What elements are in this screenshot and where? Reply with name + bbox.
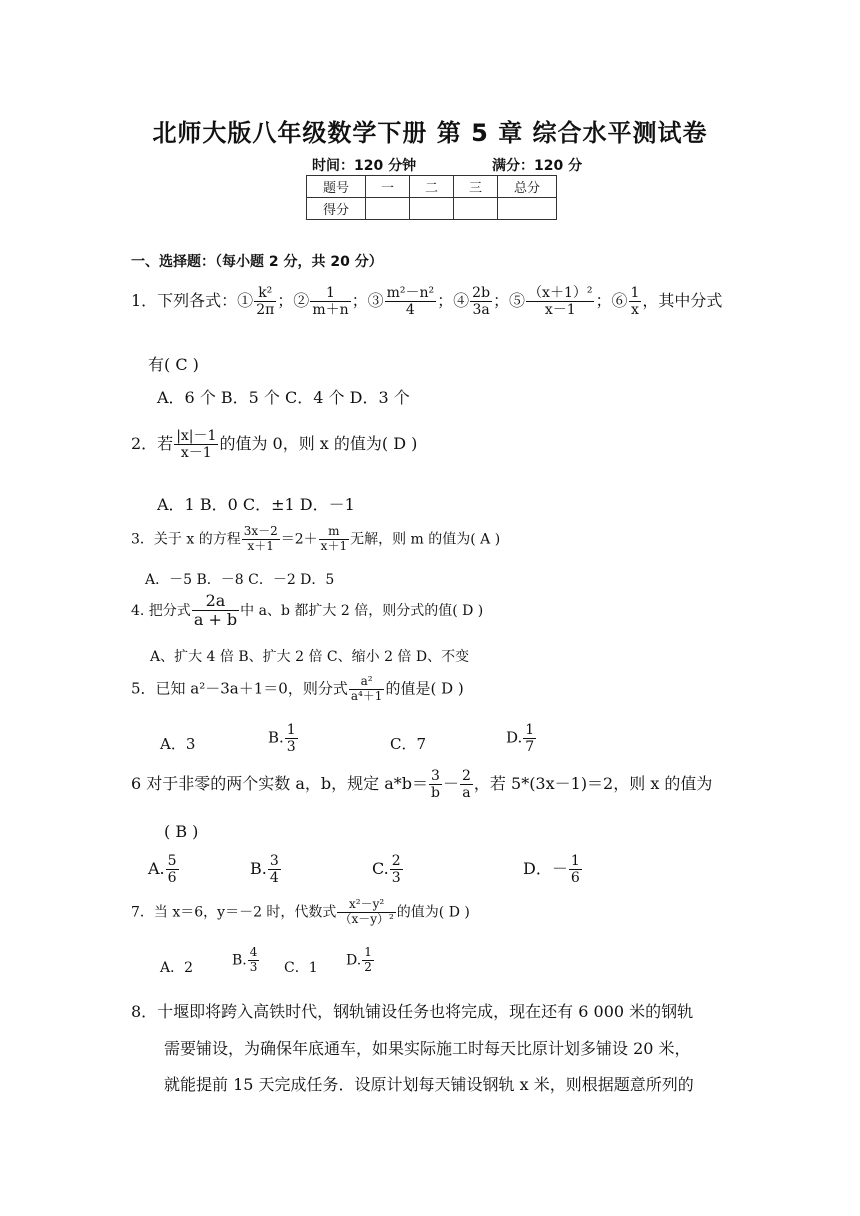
q6-option-d: D．－ $\frac{1}{6}$ xyxy=(523,853,580,887)
exam-time: 时间：120 分钟 xyxy=(312,158,417,174)
fraction: $\frac{\text{（x＋1）²}}{x-1}$ xyxy=(528,285,593,319)
q7-option-d: D. $\frac{1}{2}$ xyxy=(346,945,372,974)
q7-option-a: A．2 xyxy=(160,960,194,976)
q4-options: A、扩大 4 倍 B、扩大 2 倍 C、缩小 2 倍 D、不变 xyxy=(150,649,470,665)
fraction: $\frac{1}{x}$ xyxy=(630,285,640,319)
fraction: $\frac{1}{3}$ xyxy=(286,722,296,756)
fraction: $\frac{3}{b}$ xyxy=(431,768,440,802)
q3-options: A．－5 B．－8 C．－2 D．5 xyxy=(145,572,335,588)
fraction: $\frac{2}{a}$ xyxy=(462,768,471,802)
fraction: $\frac{\text{k²}}{2\pi}$ xyxy=(256,285,275,319)
fraction: $\frac{|x|-1}{x-1}$ xyxy=(176,428,217,462)
fraction: $\frac{\text{m²－n²}}{4}$ xyxy=(386,285,435,319)
score-cell: 一 xyxy=(366,176,410,198)
score-input-cell xyxy=(410,198,454,220)
fraction: $\frac{2a}{a + b}$ xyxy=(193,591,238,630)
q5-option-c: C．7 xyxy=(390,735,427,753)
q2-options: A．1 B．0 C．±1 D．－1 xyxy=(157,495,355,514)
q6-option-c: C. $\frac{2}{3}$ xyxy=(372,853,401,887)
question-4: 4. 把分式 $\frac{2a}{a + b}$ 中 a、b 都扩大 2 倍，则分式的值( D ) xyxy=(131,591,484,630)
question-3: 3．关于 x 的方程 $\frac{3x-2}{x+1}$ ＝2＋ $\frac{m}{x+1}$ 无解，则 m 的值为( A ) xyxy=(131,524,501,553)
score-cell: 三 xyxy=(454,176,498,198)
score-cell: 得分 xyxy=(307,198,366,220)
question-5: 5．已知 a²－3a＋1＝0，则分式 $\frac{\text{a²}}{\text{a⁴＋1}}$ 的值是( D ) xyxy=(131,674,464,703)
score-input-cell xyxy=(498,198,557,220)
question-7: 7．当 x＝6，y＝－2 时，代数式 $\frac{\text{x²－y²}}{\text{（x－y）²}}$ 的值为( D ) xyxy=(131,897,470,926)
score-table-score-row xyxy=(307,198,557,220)
q5-option-d: D. $\frac{1}{7}$ xyxy=(506,722,535,756)
section-heading: 一、选择题：（每小题 2 分，共 20 分） xyxy=(131,254,383,270)
fraction: $\frac{3x-2}{x+1}$ xyxy=(243,524,278,553)
question-2: 2．若 $\frac{|x|-1}{x-1}$ 的值为 0，则 x 的值为( D ) xyxy=(131,428,418,462)
exam-full-score: 满分：120 分 xyxy=(492,158,583,174)
fraction: $\frac{2b}{3a}$ xyxy=(472,285,491,319)
fraction: $\frac{1}{m+n}$ xyxy=(312,285,349,319)
q1-answer-line: 有( C ) xyxy=(148,355,199,374)
fraction: $\frac{\text{x²－y²}}{\text{（x－y）²}}$ xyxy=(339,897,394,926)
q6-answer-line: ( B ) xyxy=(164,822,199,841)
q1-text: 1．下列各式：① xyxy=(131,291,254,311)
fraction: $\frac{4}{3}$ xyxy=(249,945,258,974)
fraction: $\frac{5}{6}$ xyxy=(167,853,177,887)
fraction: $\frac{\text{a²}}{\text{a⁴＋1}}$ xyxy=(350,674,383,703)
score-cell: 二 xyxy=(410,176,454,198)
question-8-line-1: 8．十堰即将跨入高铁时代，钢轨铺设任务也将完成，现在还有 6 000 米的钢轨 xyxy=(131,1002,694,1021)
question-1: 1．下列各式：① $\frac{\text{k²}}{2\pi}$ ；② $\frac{1}{m+n}$ ；③ $\frac{\text{m²－n²}}{4}$ ；④ $\frac{2b}{3a}$ ；⑤ $\frac{\text{（x＋1）²}}{x-1}$ ；⑥ $\frac{1}{x}$ ，其中分式 xyxy=(131,285,723,319)
score-cell: 总分 xyxy=(498,176,557,198)
score-table xyxy=(306,175,557,220)
fraction: $\frac{1}{2}$ xyxy=(364,945,372,974)
fraction: $\frac{3}{4}$ xyxy=(269,853,279,887)
q1-options: A．6 个 B．5 个 C．4 个 D．3 个 xyxy=(157,388,410,407)
q7-option-b: B. $\frac{4}{3}$ xyxy=(232,945,258,974)
q6-option-b: B. $\frac{3}{4}$ xyxy=(250,853,279,887)
fraction: $\frac{m}{x+1}$ xyxy=(320,524,348,553)
score-input-cell xyxy=(454,198,498,220)
score-table-header-row xyxy=(307,176,557,198)
question-8-line-2: 需要铺设，为确保年底通车，如果实际施工时每天比原计划多铺设 20 米， xyxy=(164,1039,691,1058)
question-6: 6 对于非零的两个实数 a，b，规定 a*b＝ $\frac{3}{b}$ － $\frac{2}{a}$ ，若 5*(3x－1)＝2，则 x 的值为 xyxy=(131,768,713,802)
fraction: $\frac{2}{3}$ xyxy=(391,853,401,887)
score-input-cell xyxy=(366,198,410,220)
q6-option-a: A. $\frac{5}{6}$ xyxy=(148,853,177,887)
q5-option-a: A．3 xyxy=(160,735,196,753)
q7-option-c: C．1 xyxy=(284,960,318,976)
fraction: $\frac{1}{7}$ xyxy=(525,722,535,756)
score-cell: 题号 xyxy=(307,176,366,198)
question-8-line-3: 就能提前 15 天完成任务．设原计划每天铺设钢轨 x 米，则根据题意所列的 xyxy=(164,1075,694,1094)
fraction: $\frac{1}{6}$ xyxy=(570,853,580,887)
q5-option-b: B. $\frac{1}{3}$ xyxy=(268,722,296,756)
page-title: 北师大版八年级数学下册 第 5 章 综合水平测试卷 xyxy=(152,119,708,147)
